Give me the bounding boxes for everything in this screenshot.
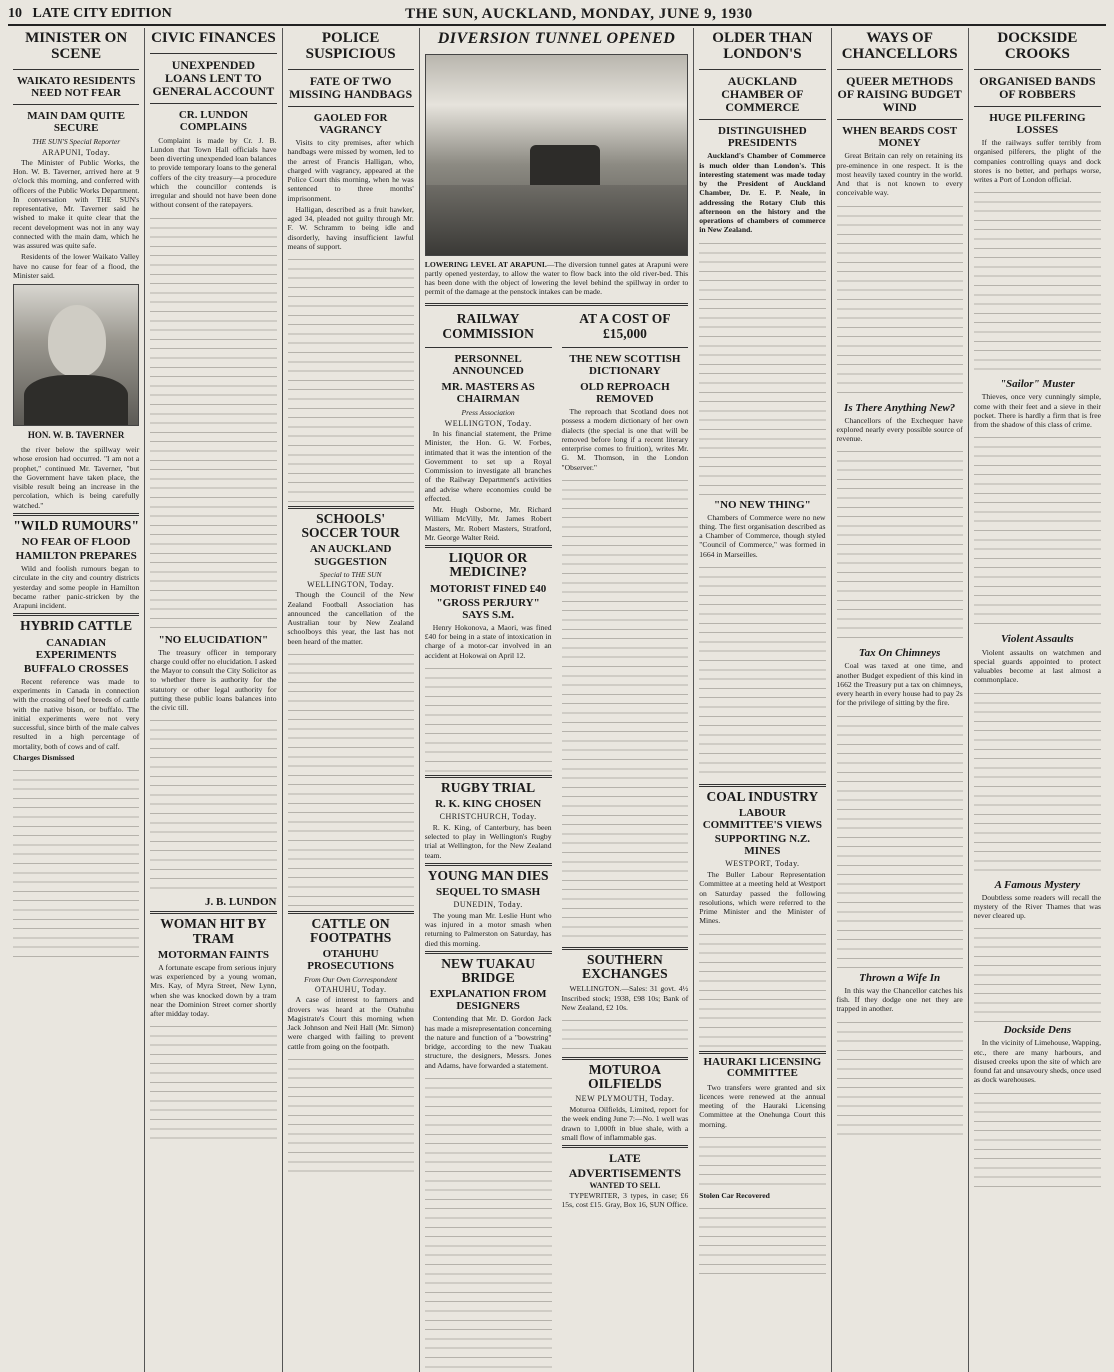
dateline: ARAPUNI, Today. [41,147,111,157]
headline-police: POLICE SUSPICIOUS [305,30,396,62]
headline-moturoa: MOTUROA OILFIELDS [588,1062,662,1092]
headline-older: OLDER THAN LONDON'S [712,30,813,62]
subhead-handbags: FATE OF TWO MISSING HANDBAGS [289,73,413,101]
paragraph: Auckland's Chamber of Commerce is much older than London's. This interesting statement was made today by the President of Auckland Chamber, Dr. E. P. Neale, in addressing the Rotary Club this afternoon on the history and the operations of chambers of commerce in New Zealand. [699,151,826,235]
subhead-waikato: WAIKATO RESIDENTS NEED NOT FEAR [16,74,136,99]
subhead-reproach: OLD REPROACH REMOVED [580,380,670,406]
paragraph: R. K. King, of Canterbury, has been selected to play in Wellington's Rugby trial at Wellington, for the New Zealand team. [424,822,552,860]
article-chancellors-body [837,151,963,1372]
subhead-king: R. K. KING CHOSEN [435,797,542,810]
headline-dockside: DOCKSIDE CROOKS [997,30,1078,62]
paragraph: Doubtless some readers will recall the mystery of the River Thames that was never cleared up. [973,892,1101,921]
paragraph: Violent assaults on watchmen and special guards appointed to protect valuables become at last almost a commonplace. [973,647,1101,685]
column-chamber [694,28,831,1372]
paragraph: In his financial statement, the Prime Minister, the Hon. G. W. Forbes, intimated that it was the intention of the Government to set up a Royal Commission to investigate all branches of the Railway Department's activities and advise where economies could be effected. [424,429,552,503]
headline-minister: MINISTER ON SCENE [25,30,128,62]
caption-text: —The diversion tunnel gates at Arapuni were partly opened yesterday, to allow the water to flow back into the old river-bed. This has been done with the object of lowering the level behind the spillway in order to permit of the damage at the penstock intakes can be made. [424,260,689,297]
subhead-auckland-suggestion: AN AUCKLAND SUGGESTION [309,543,392,568]
dateline: OTAHUHU, Today. [314,984,387,994]
banner-diversion-tunnel: DIVERSION TUNNEL OPENED [437,30,676,47]
headline-coal: COAL INDUSTRY [706,788,819,804]
subhead-sailor: "Sailor" Muster [999,378,1075,391]
column-police [283,28,420,1372]
columns-grid [8,28,1106,1210]
subhead-presidents: DISTINGUISHED PRESIDENTS [718,125,807,150]
paragraph: Thieves, once very cunningly simple, come with their feet and a sieve in their pocket. There is hardly a firm that is free from the shadow of this class of crime. [973,392,1101,430]
subhead-designers: EXPLANATION FROM DESIGNERS [429,988,547,1013]
byline: THE SUN'S Special Reporter [32,136,121,146]
portrait-photo [13,284,139,426]
page-number-edition [8,6,172,22]
headline-wild-rumours: "WILD RUMOURS" [13,517,139,533]
subhead-personnel: PERSONNEL ANNOUNCED [452,352,524,377]
column-civic [145,28,282,1372]
column-tunnel-span [420,28,695,1372]
paragraph: Visits to city premises, after which handbags were missed by women, led to the arrest of Francis Halligan, who, charged with vagrancy, appeared at the Police Court this morning, when he was sentenced to three months' imprisonment. [287,138,414,203]
subhead-smash: SEQUEL TO SMASH [436,885,541,898]
subhead-hamilton: HAMILTON PREPARES [15,550,137,563]
subhead-no-fear: NO FEAR OF FLOOD [21,536,131,549]
subhead-no-new-thing: "NO NEW THING" [713,498,811,511]
subhead-chimneys: Tax On Chimneys [858,647,941,660]
subhead-buffalo: BUFFALO CROSSES [23,662,129,675]
subhead-wanted-to-sell: WANTED TO SELL [589,1181,661,1191]
subhead-assaults: Violent Assaults [1001,633,1074,646]
subhead-wife: Thrown a Wife In [859,971,941,984]
subhead-otahuhu: OTAHUHU PROSECUTIONS [307,948,395,973]
paragraph: In this way the Chancellor catches his fish. If they dodge one net they are trapped in another. [836,985,963,1014]
dateline: CHRISTCHURCH, Today. [439,812,537,822]
subhead-dictionary: THE NEW SCOTTISH DICTIONARY [569,352,681,377]
dateline: WELLINGTON, Today. [444,419,532,429]
paragraph: The Buller Labour Representation Committee at a meeting held at Westport on Saturday passed the following resolutions, which were referred to the Prime Minister and the Minister of Mines. [699,870,826,926]
paragraph: Henry Hokonova, a Maori, was fined £40 for being in a state of intoxication in charge of a motor-car involved in an accident at Hokowai on April 12. [424,622,552,660]
subhead-motorist: MOTORIST FINED £40 [429,582,547,595]
subhead-robbers: ORGANISED BANDS OF ROBBERS [979,73,1096,101]
subhead-motorman: MOTORMAN FAINTS [157,948,269,961]
column-dockside [969,28,1106,1372]
article-dockside-body [974,138,1101,1372]
section-title: Charges Dismissed [13,752,75,762]
subhead-nz-mines: SUPPORTING N.Z. MINES [714,833,810,858]
masthead [8,4,1106,26]
article-railway-body [425,429,552,1372]
paragraph: Wild and foolish rumours began to circulate in the city and country districts yesterday and some people in Hamilton became rather panic-stricken by the Arapuni incident. [13,564,140,611]
paragraph: The Minister of Public Works, the Hon. W. B. Taverner, arrived here at 9 o'clock this morning, and conferred with officers of the Public Works Department. In conversation with THE SUN's representative, Mr. Taverner said he wished to make it quite clear that the recent development was not in any way connected with the main dam, which he was assured was quite safe. [13,157,140,251]
headline-late-ads: LATE ADVERTISEMENTS [568,1151,682,1180]
subhead-mystery: A Famous Mystery [994,878,1081,891]
byline: Press Association [461,408,515,418]
dateline: NEW PLYMOUTH, Today. [575,1094,675,1104]
paragraph: Contending that Mr. D. Gordon Jack has made a misrepresentation concerning the nature and function of a "bowstring" bridge, according to the new Tuakau structure, the designers, Messrs. Jones and Adams, have forwarded a statement. [424,1014,552,1070]
paragraph: A fortunate escape from serious injury was experienced by a young woman, Mrs. Kay, of Myra Street, New Lynn, when she was knocked down by a tram near the Dominion Street corner shortly after midday today. [150,962,277,1019]
paragraph: Complaint is made by Cr. J. B. Lundon that Town Hall officials have been diverting unexpended loan balances to provide temporary loans to the general coffers of the city treasury—a procedure which the councillor contends is irregular and should not have been done without consent of the ratepayers. [150,135,277,210]
headline-railway: RAILWAY COMMISSION [442,311,534,341]
classified-ad: TYPEWRITER, 3 types, in case; £6 15s, cost £15. Gray, Box 16, SUN Office. [561,1191,689,1210]
paragraph: Chancellors of the Exchequer have explored nearly every possible source of revenue. [836,415,963,444]
subhead-dens: Dockside Dens [1003,1024,1072,1037]
section-title: Stolen Car Recovered [699,1190,770,1200]
subhead-chamber: AUCKLAND CHAMBER OF COMMERCE [721,73,804,114]
paragraph: In the vicinity of Limehouse, Wapping, etc., there are many harbours, and disused creeks upon the site of which are found fat and unsavoury sheds, once used as dock warehouses. [973,1038,1101,1085]
headline-liquor: LIQUOR OR MEDICINE? [448,550,528,580]
paragraph: Mr. Hugh Osborne, Mr. Richard William McVilly, Mr. James Robert Masters, Mr. Robert Masters, Stratford, Mr. George Walter Reid. [424,505,552,542]
headline-exchanges: SOUTHERN EXCHANGES [582,951,668,982]
paragraph: Halligan, described as a fruit hawker, aged 34, pleaded not guilty through Mr. F. W. Schramm to being idle and disorderly, having insufficient lawful means of support. [287,204,414,251]
subhead-vagrancy: GAOLED FOR VAGRANCY [313,111,388,136]
signature: J. B. LUNDON [204,896,277,909]
headline-young-man: YOUNG MAN DIES [427,867,549,883]
paragraph: Chambers of Commerce were no new thing. The first organisation described as a Chamber of Commerce, though styled "Council of Commerce," was formed in 1664 in Marseilles. [699,512,826,559]
article-dictionary-body [562,407,689,1372]
paragraph: the river below the spillway weir whose erosion had occurred. "I am not a prophet," continued Mr. Taverner, "but the Government have taken place, the visible result being an increase in the percolation, which is being carefully watched." [13,445,140,510]
paragraph: Moturoa Oilfields, Limited, report for the week ending June 7:—No. 1 well was drawn to 1,000ft in blue shale, with a small flow of inflammable gas. [561,1105,689,1142]
edition-label: LATE CITY EDITION [32,6,172,21]
paragraph: A case of interest to farmers and drovers was heard at the Otahuhu Magistrate's Court this morning when Jack Johnson and Neil Hall (Mr. Simon) were charged with failing to prevent cattle from going on the footpath. [287,995,414,1051]
subhead-anything-new: Is There Anything New? [844,401,956,414]
headline-hybrid-cattle: HYBRID CATTLE [20,618,133,634]
article-chamber-body [699,151,825,1372]
dateline: WELLINGTON, Today. [307,579,395,589]
paragraph: Two transfers were granted and six licences were renewed at the annual meeting of the Hauraki Licensing Committee at the Onehunga Court this morning. [699,1082,826,1129]
caption-title: LOWERING LEVEL AT ARAPUNI. [424,260,547,269]
subhead-beards: WHEN BEARDS COST MONEY [842,125,958,150]
subhead-dam: MAIN DAM QUITE SECURE [27,109,126,134]
paper-title: THE SUN, AUCKLAND, MONDAY, JUNE 9, 1930 [405,5,753,22]
paragraph: Recent reference was made to experiments in Canada in connection with the crossing of beef breeds of cattle with the native bison, or buffalo. The initial experiments were not very successful, since birth of the male calves resulted in a high percentage of mortality, both of cows and of calf. [13,676,140,751]
headline-tuakau: NEW TUAKAU BRIDGE [441,955,535,985]
paragraph: Great Britain can rely on retaining its pre-eminence in one respect. It is the most heavily taxed country in the world. And that is not known to every conceivable way. [836,151,963,198]
photo-caption: HON. W. B. TAVERNER [27,430,125,441]
subhead-canadian: CANADIAN EXPERIMENTS [35,636,117,661]
subhead-pilfering: HUGE PILFERING LOSSES [989,111,1086,136]
subhead-labour: LABOUR COMMITTEE'S VIEWS [702,807,823,832]
page-number: 10 [8,6,22,21]
subhead-no-elucidation: "NO ELUCIDATION" [158,633,269,646]
tunnel-photo [425,54,689,256]
headline-cost: AT A COST OF £15,000 [579,311,671,341]
paragraph: If the railways suffer terribly from organised pilferers, the plight of the companies controlling quays and dock stores is no better, and perhaps worse, writes a Port of London official. [973,138,1101,185]
headline-civic: CIVIC FINANCES [151,30,276,46]
paragraph: Residents of the lower Waikato Valley have no cause for fear of a flood, the Minister said. [13,252,140,280]
split-columns [425,309,689,1371]
paragraph: WELLINGTON.—Sales: 31 govt. 4½ Inscribed stock; 1938, £98 10s; Bank of New Zealand, £2 10s. [561,984,689,1012]
headline-rugby: RUGBY TRIAL [441,779,536,795]
subhead-loans: UNEXPENDED LOANS LENT TO GENERAL ACCOUNT [152,57,275,99]
subhead-perjury: "GROSS PERJURY" SAYS S.M. [436,596,540,621]
byline: Special to THE SUN [319,569,382,579]
paragraph: The reproach that Scotland does not possess a modern dictionary of her own dialects (the special is one that will be removed before long if a recent literary enterprise comes to fruition), writes Mr. G. M. Thomson, in the London "Observer." [561,407,689,472]
paragraph: Though the Council of the New Zealand Football Association has announced the cancellation of the Australian tour by New Zealand schoolboys this year, the last has not been heard of the matter. [287,590,414,646]
headline-hauraki: HAURAKI LICENSING COMMITTEE [703,1055,822,1080]
subhead-masters: MR. MASTERS AS CHAIRMAN [441,380,535,406]
article-police-body [288,138,414,1372]
column-railway [425,309,552,1371]
dateline: DUNEDIN, Today. [453,900,523,910]
tunnel-caption [425,260,689,296]
column-chancellors [832,28,969,1372]
dateline: WESTPORT, Today. [725,859,800,869]
column-minister [8,28,145,1372]
subhead-lundon: CR. LUNDON COMPLAINS [178,109,248,134]
headline-chancellors: WAYS OF CHANCELLORS [841,30,958,62]
headline-tram: WOMAN HIT BY TRAM [160,916,267,946]
subhead-queer: QUEER METHODS OF RAISING BUDGET WIND [837,73,962,114]
headline-cattle-footpaths: CATTLE ON FOOTPATHS [309,915,392,946]
article-minister-body [13,158,139,1372]
column-dictionary [562,309,689,1371]
article-civic-body [150,136,276,1372]
paragraph: Coal was taxed at one time, and another Budget expedient of this kind in 1662 the Treasury put a tax on chimneys, every hearth in every house had to pay 2s for the privilege of sitting by the fire. [836,661,963,708]
byline: From Our Own Correspondent [304,974,398,984]
paragraph: The young man Mr. Leslie Hunt who was injured in a motor smash when returning to Palmerston on Saturday, has died this morning. [424,910,552,948]
headline-soccer: SCHOOLS' SOCCER TOUR [301,511,400,541]
paragraph: The treasury officer in temporary charge could offer no elucidation. I asked the Mayor to consult the City Solicitor as to whether there is authority for the statutory or other legal authority for putting these public loans balances into the civic till. [150,647,277,713]
